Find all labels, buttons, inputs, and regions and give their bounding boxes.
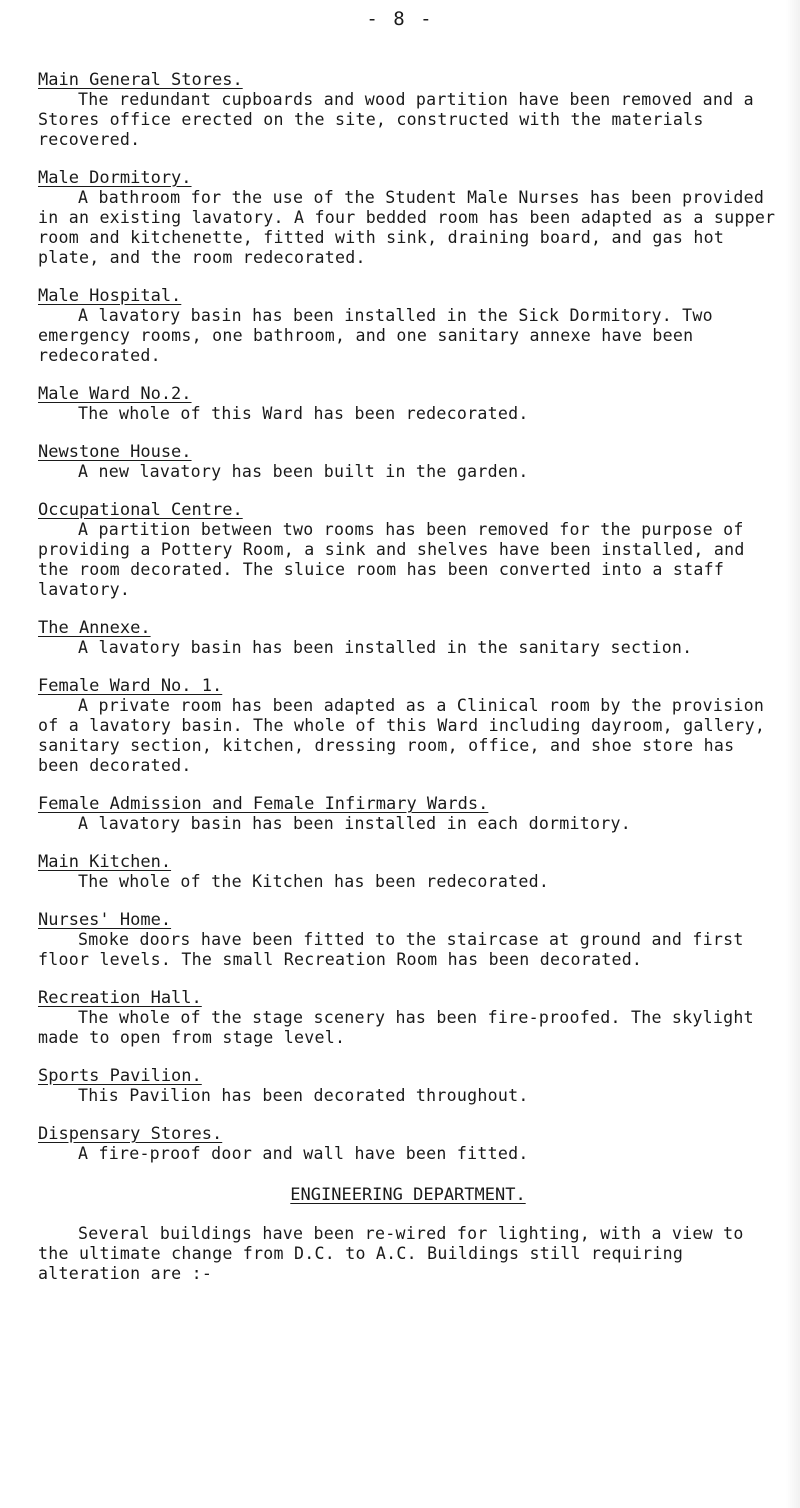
section-heading: The Annexe. xyxy=(38,618,151,638)
section-heading: Female Ward No. 1. xyxy=(38,676,223,696)
section-text: The whole of this Ward has been redecorated. xyxy=(78,404,529,423)
section-heading: Male Dormitory. xyxy=(38,168,192,188)
section-text: The whole of the Kitchen has been redecorated. xyxy=(78,872,550,891)
section-text: A lavatory basin has been installed in the Sick Dormitory. Two emergency rooms, one bathroom, and one sanitary annexe have been redecorated. xyxy=(38,306,713,365)
section-male-hospital xyxy=(38,286,778,366)
section-male-ward-2 xyxy=(38,384,778,424)
section-text: The whole of the stage scenery has been fire-proofed. The skylight made to open from stage level. xyxy=(38,1008,754,1047)
section-sports-pavilion xyxy=(38,1066,778,1106)
page-number: - 8 - xyxy=(366,8,434,30)
section-heading: Occupational Centre. xyxy=(38,500,243,520)
section-male-dormitory xyxy=(38,168,778,268)
section-heading: Main General Stores. xyxy=(38,70,243,90)
department-heading: ENGINEERING DEPARTMENT. xyxy=(290,1185,526,1205)
section-heading: Nurses' Home. xyxy=(38,910,172,930)
section-text: A fire-proof door and wall have been fitted. xyxy=(78,1144,529,1163)
section-text: A partition between two rooms has been removed for the purpose of providing a Pottery Room, a sink and shelves have been installed, and the room decorated. The sluice room has been converted into a staff lavatory. xyxy=(38,520,745,599)
section-heading: Recreation Hall. xyxy=(38,988,202,1008)
section-the-annexe xyxy=(38,618,778,658)
section-text: A lavatory basin has been installed in the sanitary section. xyxy=(78,638,693,657)
section-occupational-centre xyxy=(38,500,778,600)
section-heading: Dispensary Stores. xyxy=(38,1124,223,1144)
section-recreation-hall xyxy=(38,988,778,1048)
section-heading: Sports Pavilion. xyxy=(38,1066,202,1086)
department-text: Several buildings have been re-wired for lighting, with a view to the ultimate change from D.C. to A.C. Buildings still requiring alteration are :- xyxy=(38,1224,744,1283)
section-heading: Main Kitchen. xyxy=(38,852,172,872)
section-main-kitchen xyxy=(38,852,778,892)
section-text: This Pavilion has been decorated throughout. xyxy=(78,1086,529,1105)
section-nurses-home xyxy=(38,910,778,970)
section-text: A private room has been adapted as a Clinical room by the provision of a lavatory basin. The whole of this Ward including dayroom, gallery, sanitary section, kitchen, dressing room, office, and shoe store has been decorated. xyxy=(38,696,766,775)
section-heading: Male Hospital. xyxy=(38,286,182,306)
section-heading: Male Ward No.2. xyxy=(38,384,192,404)
section-dispensary-stores xyxy=(38,1124,778,1164)
section-female-admission-infirmary xyxy=(38,794,778,834)
section-text: A new lavatory has been built in the garden. xyxy=(78,462,529,481)
section-newstone-house xyxy=(38,442,778,482)
section-text: A bathroom for the use of the Student Male Nurses has been provided in an existing lavatory. A four bedded room has been adapted as a supper room and kitchenette, fitted with sink, draining board, and gas hot plate, and the room redecorated. xyxy=(38,188,776,267)
section-text: The redundant cupboards and wood partition have been removed and a Stores office erected on the site, constructed with the materials recovered. xyxy=(38,90,754,149)
section-main-general-stores xyxy=(38,70,778,150)
page-edge-shadow xyxy=(786,0,800,1508)
section-female-ward-1 xyxy=(38,676,778,776)
section-text: A lavatory basin has been installed in each dormitory. xyxy=(78,814,631,833)
report-body xyxy=(38,70,778,1284)
section-heading: Female Admission and Female Infirmary Wards. xyxy=(38,794,489,814)
section-heading: Newstone House. xyxy=(38,442,192,462)
section-text: Smoke doors have been fitted to the staircase at ground and first floor levels. The small Recreation Room has been decorated. xyxy=(38,930,744,969)
